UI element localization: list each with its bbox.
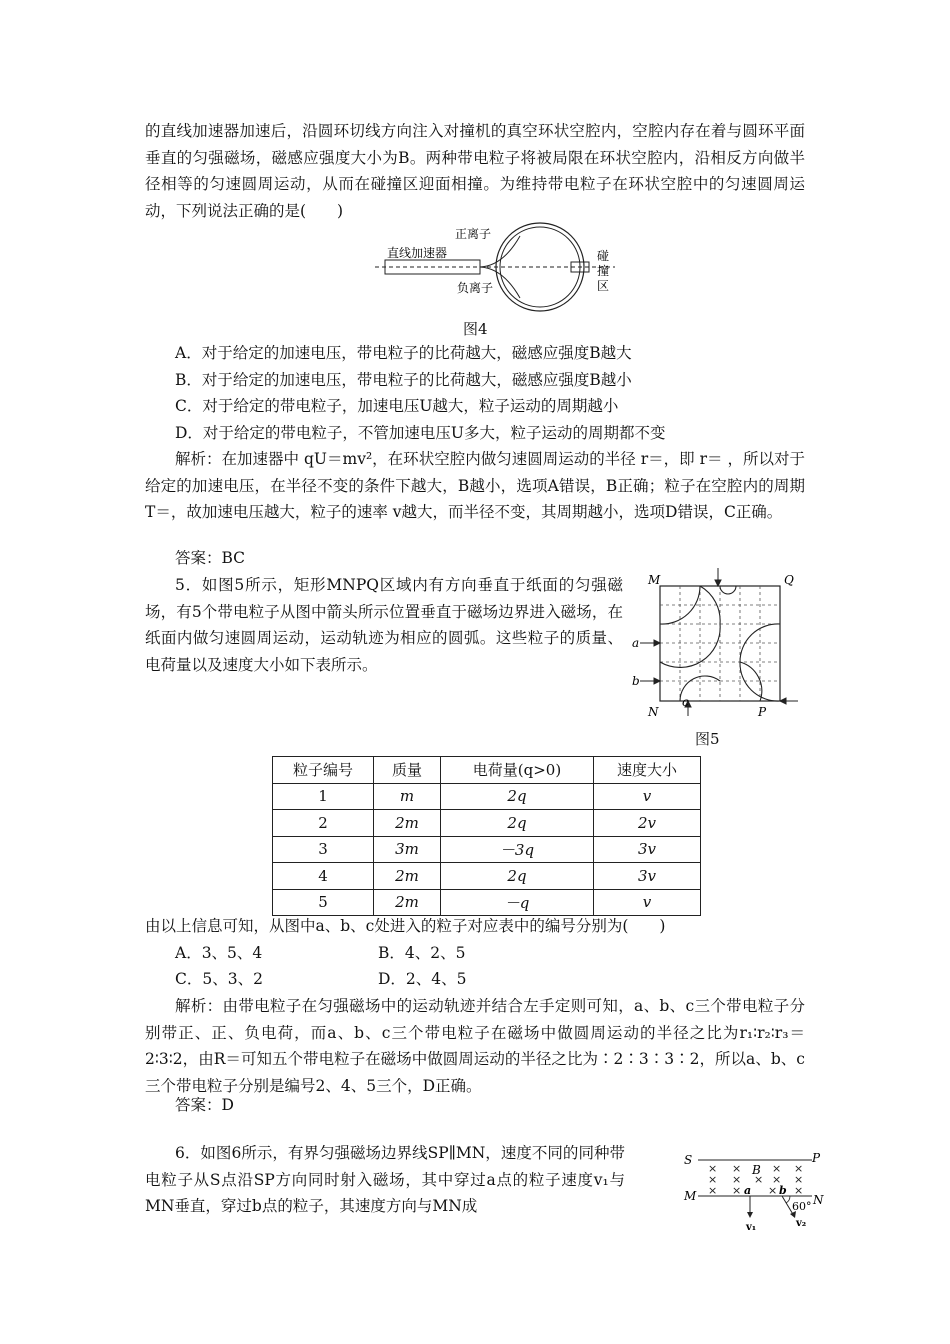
accelerator-label: 直线加速器 xyxy=(387,246,448,260)
table-header-row xyxy=(273,757,701,784)
cell: 2m xyxy=(374,810,441,837)
q4-option-b: B．对于给定的加速电压，带电粒子的比荷越大，磁感应强度B越小 xyxy=(175,371,632,389)
cell: 2q xyxy=(441,810,594,837)
collision-label-1: 碰 xyxy=(597,249,610,263)
collision-label-2: 撞 xyxy=(597,264,610,278)
svg-text:×: × xyxy=(794,1162,804,1175)
cell: 2q xyxy=(441,863,594,890)
label-c: c xyxy=(682,695,689,709)
svg-text:×: × xyxy=(794,1184,804,1197)
cell: 2q xyxy=(441,783,594,810)
label-M: M xyxy=(684,1189,697,1203)
cell: 5 xyxy=(273,889,374,916)
label-B: B xyxy=(752,1163,761,1177)
label-N: N xyxy=(648,705,659,719)
svg-text:×: × xyxy=(772,1173,782,1186)
figure-5 xyxy=(630,568,805,718)
cell: 2m xyxy=(374,863,441,890)
figure-5-caption: 图5 xyxy=(695,730,720,748)
cell: －3q xyxy=(441,836,594,863)
label-S: S xyxy=(684,1153,693,1167)
cell: v xyxy=(594,783,701,810)
q4-intro: 的直线加速器加速后，沿圆环切线方向注入对撞机的真空环状空腔内，空腔内存在着与圆环平面垂直的匀强磁场，磁感应强度大小为B。两种带电粒子将被局限在环状空腔内，沿相反方向做半径相等的匀速圆周运动，从而在碰撞区迎面相撞。为维持带电粒子在环状空腔中的匀速圆周运动，下列说法正确的是( ) xyxy=(145,122,805,220)
q5-question: 由以上信息可知，从图中a、b、c处进入的粒子对应表中的编号分别为( ) xyxy=(145,917,666,935)
q5-analysis: 解析：由带电粒子在匀强磁场中的运动轨迹并结合左手定则可知，a、b、c三个带电粒子分别带正、正、负电荷，而a、b、c三个带电粒子在磁场中做圆周运动的半径之比为r₁∶r₂∶r₃＝2∶3∶2，由R＝可知五个带电粒子在磁场中做圆周运动的半径之比为∶2∶3∶3∶2，所以a、b、c三个带电粒子分别是编号2、4、5三个，D正确。 xyxy=(145,997,805,1095)
angle-label: 60° xyxy=(792,1200,812,1213)
label-b: b xyxy=(632,674,640,688)
cell: 2v xyxy=(594,810,701,837)
collision-label-3: 区 xyxy=(597,279,610,293)
q4-answer: 答案：BC xyxy=(175,549,246,567)
svg-text:×: × xyxy=(732,1162,742,1175)
q4-option-a: A．对于给定的加速电压，带电粒子的比荷越大，磁感应强度B越大 xyxy=(175,344,632,362)
svg-text:×: × xyxy=(794,1173,804,1186)
label-Q: Q xyxy=(784,573,794,587)
label-v2: v₂ xyxy=(796,1218,807,1229)
negative-ion-label: 负离子 xyxy=(457,281,494,295)
figure-4-caption: 图4 xyxy=(463,320,488,338)
cell: 3m xyxy=(374,836,441,863)
label-b: b xyxy=(779,1184,787,1197)
q6-text: 6．如图6所示，有界匀强磁场边界线SP∥MN，速度不同的同种带电粒子从S点沿SP方向同时射入磁场，其中穿过a点的粒子速度v₁与MN垂直，穿过b点的粒子，其速度方向与MN成 xyxy=(145,1144,625,1215)
table-row xyxy=(273,863,701,890)
cell: v xyxy=(594,889,701,916)
label-N: N xyxy=(813,1193,824,1207)
figure-4 xyxy=(375,222,620,322)
svg-text:×: × xyxy=(732,1184,742,1197)
q4-option-d: D．对于给定的带电粒子，不管加速电压U多大，粒子运动的周期都不变 xyxy=(175,424,666,442)
cell: m xyxy=(374,783,441,810)
cell: 4 xyxy=(273,863,374,890)
entry-arrows xyxy=(640,568,798,716)
svg-text:×: × xyxy=(708,1184,718,1197)
grid-lines xyxy=(660,586,780,701)
label-a: a xyxy=(744,1184,752,1197)
cell: 3v xyxy=(594,863,701,890)
cell: 3v xyxy=(594,836,701,863)
cell: 3 xyxy=(273,836,374,863)
label-P: P xyxy=(812,1151,821,1165)
svg-text:×: × xyxy=(708,1173,718,1186)
label-v1: v₁ xyxy=(746,1222,757,1233)
positive-ion-label: 正离子 xyxy=(455,227,492,241)
th-speed: 速度大小 xyxy=(594,757,701,784)
cell: 2m xyxy=(374,889,441,916)
figure-6 xyxy=(682,1148,822,1234)
label-a: a xyxy=(632,636,640,650)
cell: 2 xyxy=(273,810,374,837)
q4-option-c: C．对于给定的带电粒子，加速电压U越大，粒子运动的周期越小 xyxy=(175,397,619,415)
q5-option-d: D．2、4、5 xyxy=(378,970,467,988)
q5-option-c: C．5、3、2 xyxy=(175,970,263,988)
svg-text:×: × xyxy=(708,1162,718,1175)
label-P: P xyxy=(758,705,767,719)
q5-option-b: B．4、2、5 xyxy=(378,944,466,962)
th-id: 粒子编号 xyxy=(273,757,374,784)
cell: －q xyxy=(441,889,594,916)
cell: 1 xyxy=(273,783,374,810)
th-charge: 电荷量(q>0) xyxy=(441,757,594,784)
table-row xyxy=(273,783,701,810)
table-row xyxy=(273,889,701,916)
q4-analysis: 解析：在加速器中 qU＝mv²，在环状空腔内做匀速圆周运动的半径 r＝，即 r＝ ，所以对于给定的加速电压，在半径不变的条件下越大，B越小，选项A错误，B正确；粒子在空腔内的周期 T＝，故加速电压越大，粒子的速率 v越大，而半径不变，其周期越小，选项D错误，C正确。 xyxy=(145,450,805,521)
q5-answer: 答案：D xyxy=(175,1096,234,1114)
q5-text: 5．如图5所示，矩形MNPQ区域内有方向垂直于纸面的匀强磁场，有5个带电粒子从图中箭头所示位置垂直于磁场边界进入磁场，在纸面内做匀速圆周运动，运动轨迹为相应的圆弧。这些粒子的质量、电荷量以及速度大小如下表所示。 xyxy=(145,576,623,674)
q5-option-a: A．3、5、4 xyxy=(175,944,263,962)
th-mass: 质量 xyxy=(374,757,441,784)
angle-arc xyxy=(786,1196,790,1203)
label-M: M xyxy=(648,573,661,587)
svg-text:×: × xyxy=(732,1173,742,1186)
table-row xyxy=(273,836,701,863)
svg-text:×: × xyxy=(772,1162,782,1175)
svg-text:×: × xyxy=(754,1173,764,1186)
table-row xyxy=(273,810,701,837)
particle-table xyxy=(272,756,701,916)
svg-text:×: × xyxy=(768,1184,778,1197)
